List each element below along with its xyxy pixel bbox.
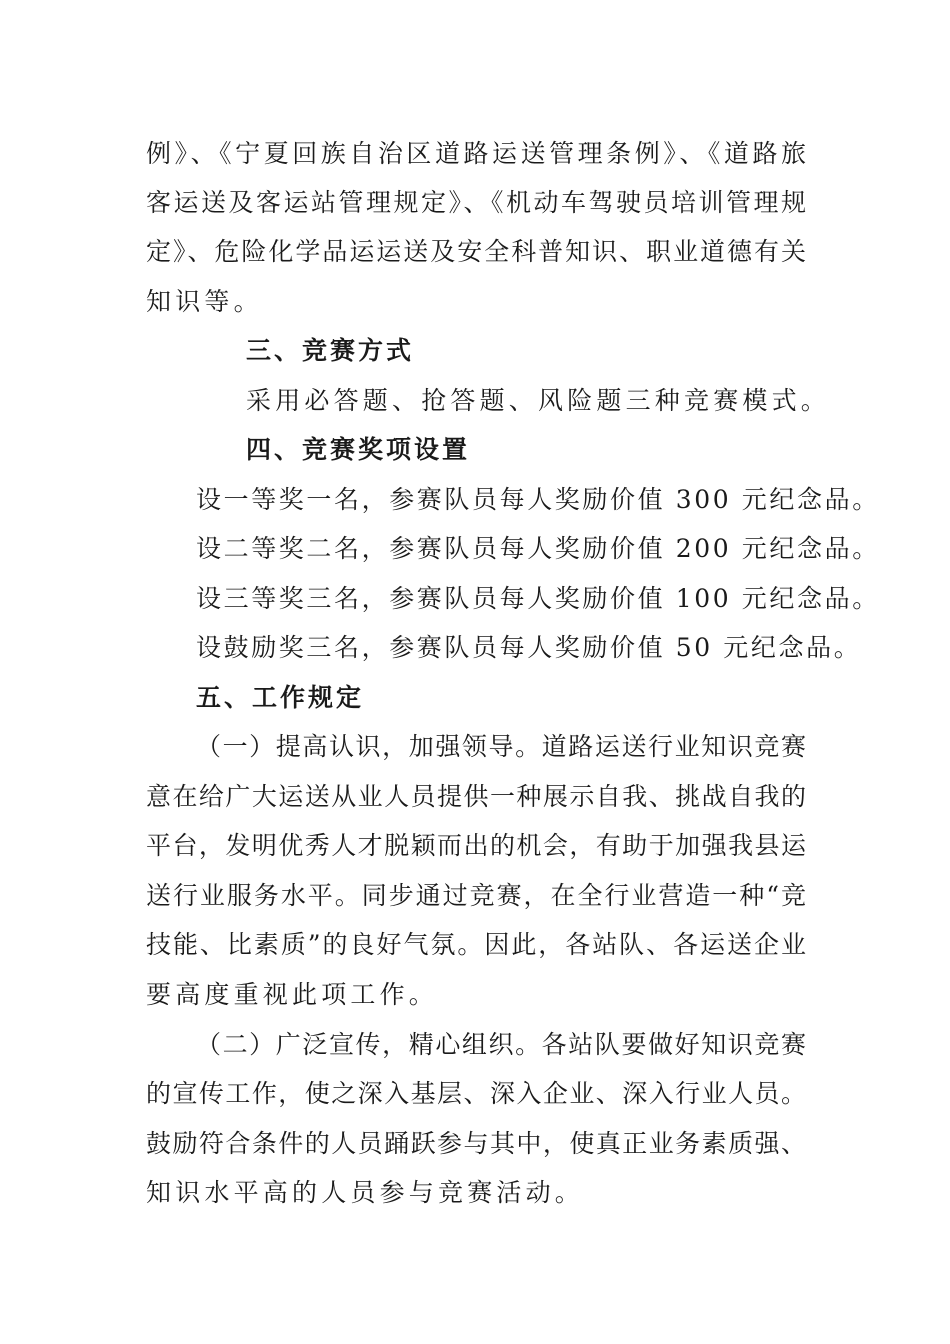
paragraph-line: 意在给广大运送从业人员提供一种展示自我、挑战自我的 <box>146 782 806 811</box>
paragraph-line: 送行业服务水平。同步通过竞赛，在全行业营造一种“竞 <box>146 881 806 910</box>
paragraph-line: （二）广泛宣传，精心组织。各站队要做好知识竞赛 <box>196 1030 806 1059</box>
section-heading-3: 三、竞赛方式 <box>246 336 415 365</box>
award-line: 设三等奖三名，参赛队员每人奖励价值 100 元纪念品。 <box>196 584 880 613</box>
paragraph-line: 定》、危险化学品运运送及安全科普知识、职业道德有关 <box>146 237 806 266</box>
award-line: 设鼓励奖三名，参赛队员每人奖励价值 50 元纪念品。 <box>196 633 862 662</box>
award-line: 设一等奖一名，参赛队员每人奖励价值 300 元纪念品。 <box>196 485 880 514</box>
section-heading-5: 五、工作规定 <box>196 683 365 712</box>
section-heading-4: 四、竞赛奖项设置 <box>246 435 471 464</box>
paragraph-line: 平台，发明优秀人才脱颖而出的机会，有助于加强我县运 <box>146 831 806 860</box>
paragraph-line: 客运送及客运站管理规定》、《机动车驾驶员培训管理规 <box>146 188 806 217</box>
paragraph-line: 的宣传工作，使之深入基层、深入企业、深入行业人员。 <box>146 1079 806 1108</box>
paragraph-line: 例》、《宁夏回族自治区道路运送管理条例》、《道路旅 <box>146 139 806 168</box>
paragraph-line: 技能、比素质”的良好气氛。因此，各站队、各运送企业 <box>146 930 806 959</box>
paragraph-line: 鼓励符合条件的人员踊跃参与其中，使真正业务素质强、 <box>146 1129 806 1158</box>
paragraph-line: 知识等。 <box>146 287 263 316</box>
paragraph-line: （一）提高认识，加强领导。道路运送行业知识竞赛 <box>196 732 806 761</box>
paragraph-line: 采用必答题、抢答题、风险题三种竞赛模式。 <box>246 386 831 415</box>
paragraph-line: 知识水平高的人员参与竞赛活动。 <box>146 1178 585 1207</box>
award-line: 设二等奖二名，参赛队员每人奖励价值 200 元纪念品。 <box>196 534 880 563</box>
paragraph-line: 要高度重视此项工作。 <box>146 980 439 1009</box>
